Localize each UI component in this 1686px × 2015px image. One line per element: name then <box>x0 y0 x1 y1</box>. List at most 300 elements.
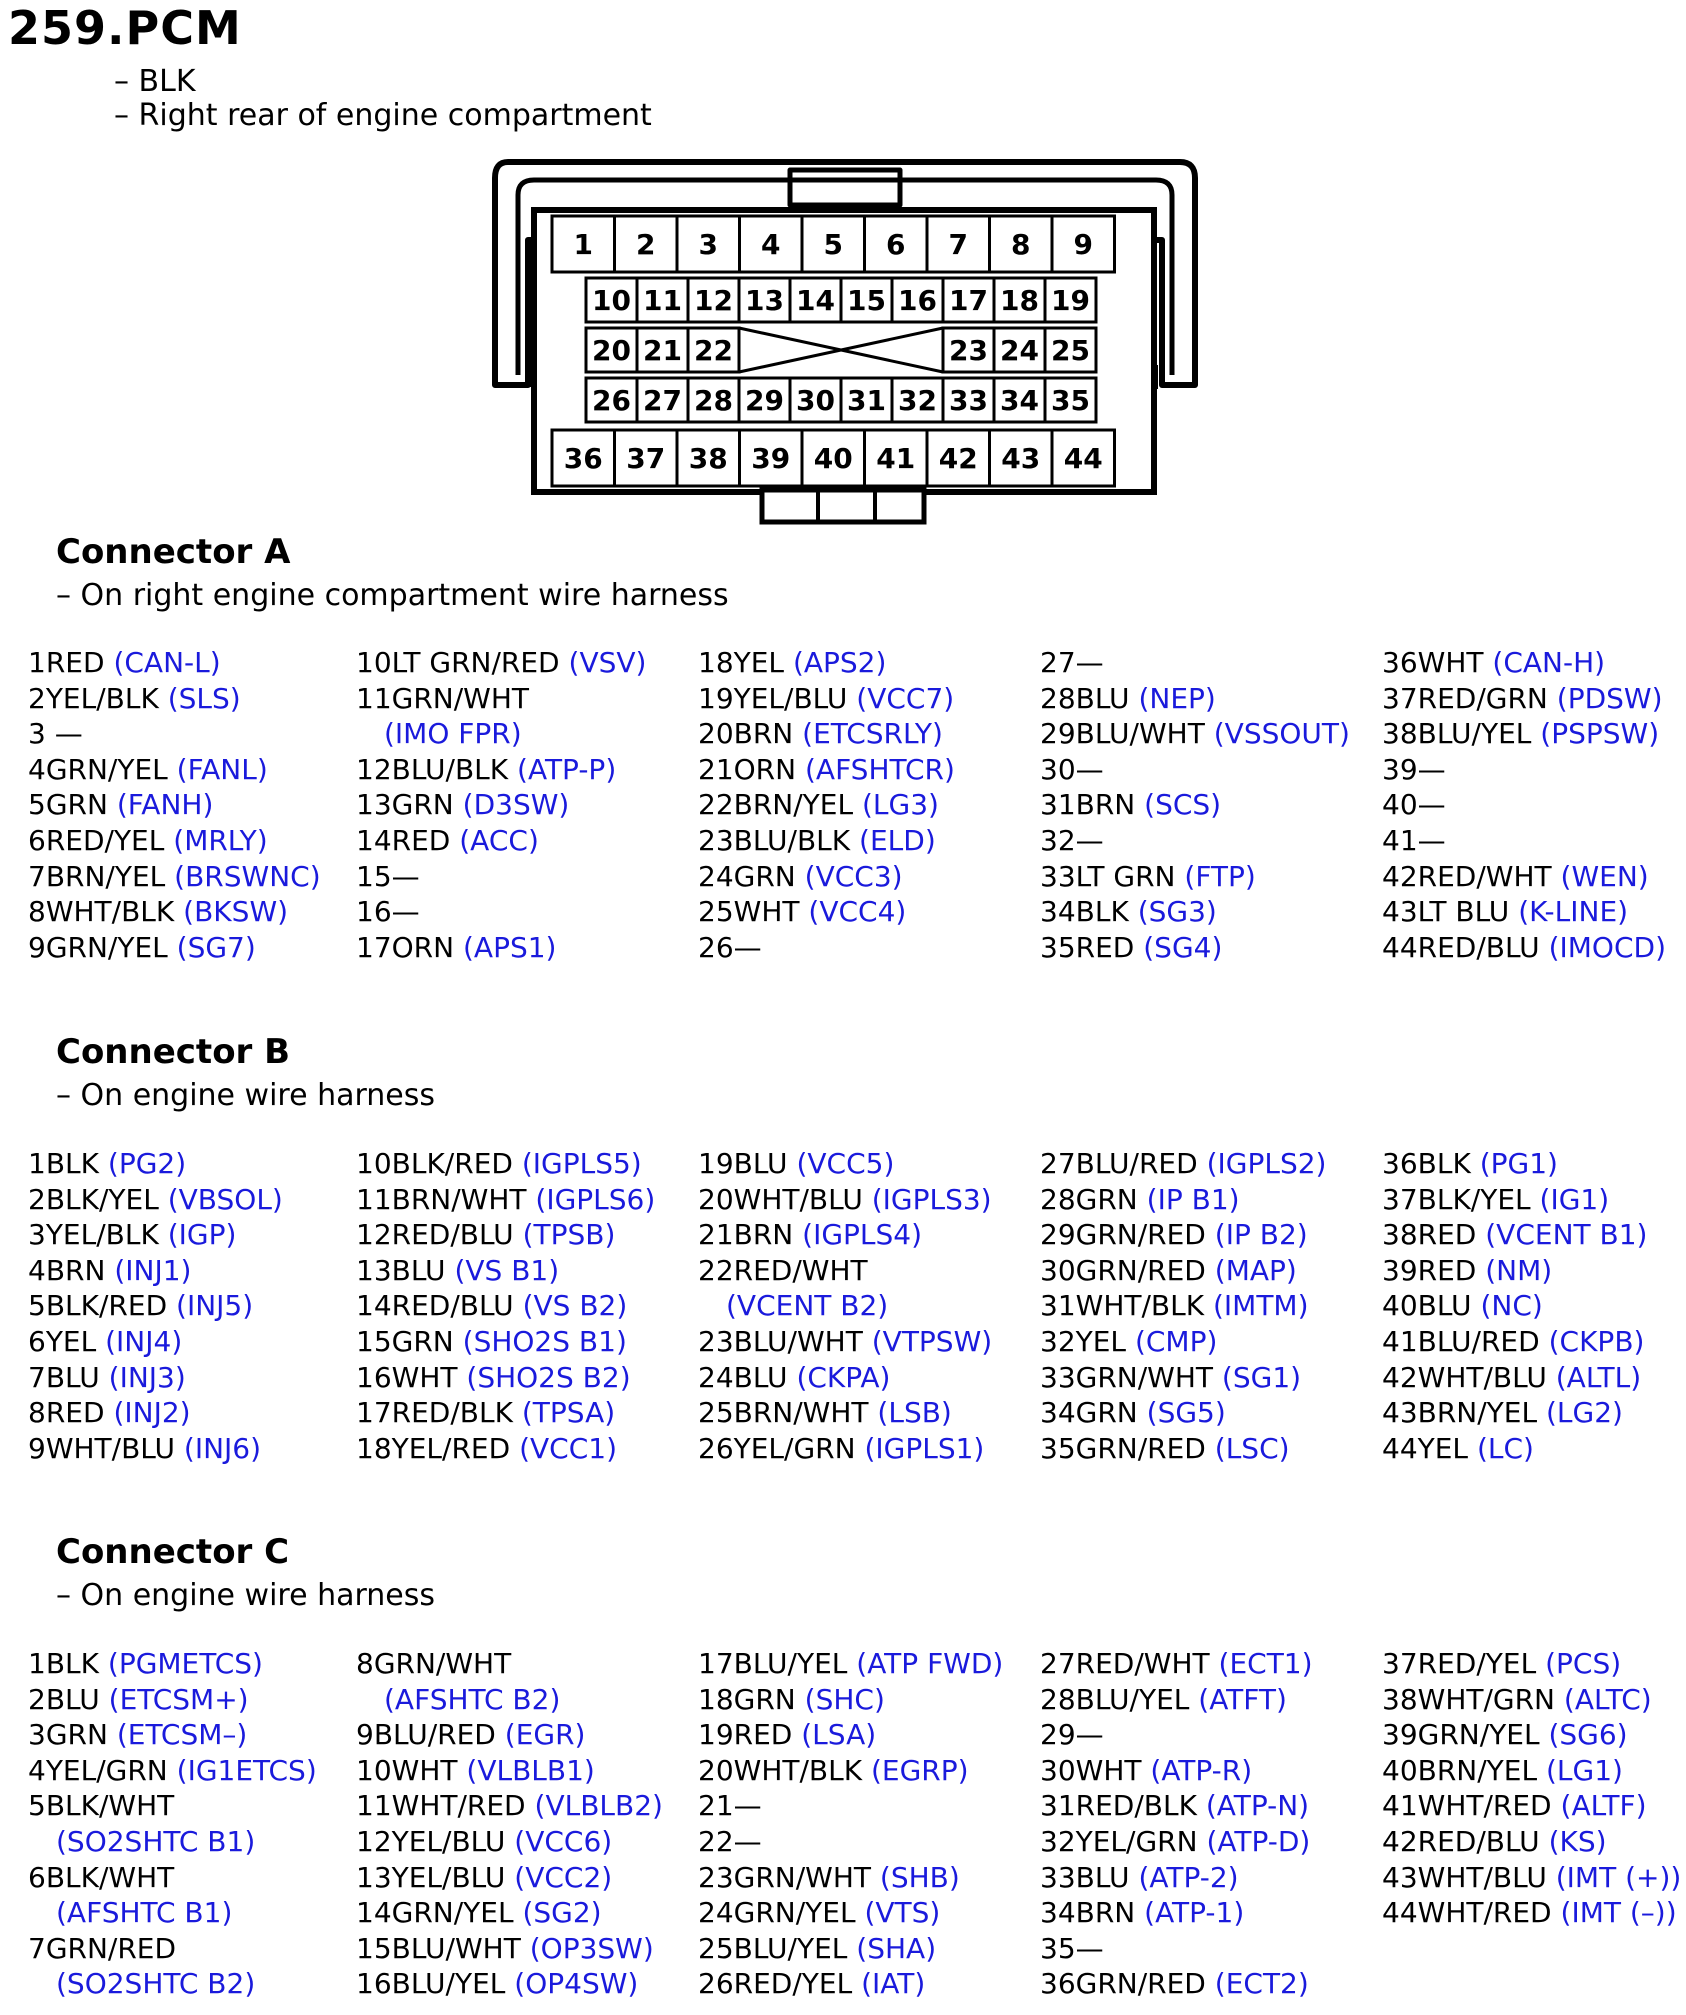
pin-wire-color: 11WHT/RED <box>356 1789 526 1823</box>
pin-row <box>1040 860 1256 894</box>
pin-row <box>1040 1932 1104 1966</box>
pin-wire-color: 39GRN/YEL <box>1382 1718 1540 1752</box>
pin-signal-name: (IG1ETCS) <box>176 1753 317 1787</box>
pin-signal-name: (ALTL) <box>1555 1360 1642 1394</box>
pin-number: 9 <box>1073 228 1093 261</box>
pin-number: 38 <box>688 442 728 475</box>
pin-signal-name: (VCENT B1) <box>1485 1218 1648 1252</box>
pin-row <box>698 1932 936 1966</box>
pin-row <box>1382 1254 1552 1288</box>
pin-wire-color: 34BRN <box>1040 1896 1136 1930</box>
pin-row <box>698 753 955 787</box>
pin-row <box>1040 1896 1244 1930</box>
pin-signal-name: (IMO FPR) <box>384 717 522 751</box>
pin-wire-color: 44YEL <box>1382 1431 1469 1465</box>
pin-wire-color: 27RED/WHT <box>1040 1647 1210 1680</box>
pin-wire-color: 24BLU <box>698 1360 788 1394</box>
pin-wire-color: 8GRN/WHT <box>356 1647 512 1680</box>
pin-signal-name: (AFSHTC B1) <box>56 1896 233 1930</box>
pin-wire-color: 30GRN/RED <box>1040 1253 1206 1287</box>
pin-signal-name: (LSB) <box>877 1396 952 1430</box>
pin-signal-name: (FTP) <box>1184 859 1256 893</box>
pin-wire-color: 20WHT/BLK <box>698 1753 863 1787</box>
pin-wire-color: 33GRN/WHT <box>1040 1360 1214 1394</box>
pin-signal-name: (SHO2S B1) <box>462 1325 627 1358</box>
pin-signal-name: (SG3) <box>1137 895 1217 929</box>
pin-signal-name: (APS1) <box>462 930 557 964</box>
pin-signal-name: (ALTC) <box>1563 1682 1652 1716</box>
pin-number: 21 <box>643 334 682 367</box>
pin-row <box>698 1289 888 1323</box>
pin-row <box>698 1967 925 2001</box>
pin-number: 43 <box>1001 442 1041 475</box>
pin-row <box>698 1825 762 1859</box>
pin-signal-name: (VTPSW) <box>871 1325 993 1358</box>
pin-wire-color: 43WHT/BLU <box>1382 1860 1547 1894</box>
pin-row <box>1382 717 1659 751</box>
pin-signal-name: (LG2) <box>1545 1396 1623 1430</box>
pin-wire-color: 17ORN <box>356 930 455 964</box>
pin-signal-name: (NC) <box>1480 1289 1543 1323</box>
pin-signal-name: (K-LINE) <box>1518 895 1629 929</box>
pin-row <box>356 1254 559 1288</box>
pin-wire-color: 22RED/WHT <box>698 1253 868 1287</box>
pin-signal-name: (EGRP) <box>870 1753 969 1787</box>
pin-wire-color: 31RED/BLK <box>1040 1789 1197 1823</box>
pin-signal-name: (AFSHTCR) <box>804 752 955 786</box>
pin-row <box>28 1325 182 1359</box>
pin-row <box>28 1861 174 1895</box>
pin-wire-color: 34GRN <box>1040 1396 1138 1430</box>
pin-signal-name: (WEN) <box>1560 859 1649 893</box>
pin-signal-name: (APS2) <box>792 646 887 679</box>
pin-wire-color: 40BRN/YEL <box>1382 1753 1538 1787</box>
pin-row <box>698 1754 969 1788</box>
pin-number: 3 <box>698 228 718 261</box>
pin-row <box>28 895 288 929</box>
pin-wire-color: 41BLU/RED <box>1382 1325 1540 1358</box>
pin-row <box>356 1967 638 2001</box>
pin-signal-name: (SG2) <box>522 1896 602 1930</box>
pin-wire-color: 16— <box>356 895 420 929</box>
pin-wire-color: 13BLU <box>356 1253 446 1287</box>
pin-signal-name: (SG6) <box>1548 1718 1628 1752</box>
pin-signal-name: (NEP) <box>1138 681 1216 715</box>
pin-number: 15 <box>847 284 886 317</box>
pin-wire-color: 28BLU <box>1040 681 1130 715</box>
pin-row <box>356 1289 627 1323</box>
pin-row <box>1382 753 1446 787</box>
pin-number: 37 <box>626 442 666 475</box>
pin-signal-name: (IP B1) <box>1146 1182 1240 1216</box>
pin-signal-name: (CKPA) <box>796 1360 891 1394</box>
pin-wire-color: 32YEL <box>1040 1325 1127 1358</box>
pin-signal-name: (ATP-1) <box>1144 1896 1245 1930</box>
pin-row <box>1382 931 1666 965</box>
pin-wire-color: 12BLU/BLK <box>356 752 509 786</box>
pin-signal-name: (VS B1) <box>454 1253 560 1287</box>
pin-signal-name: (IAT) <box>861 1967 926 2001</box>
pin-row <box>28 682 241 716</box>
pin-wire-color: 18YEL/RED <box>356 1431 511 1465</box>
pin-number: 8 <box>1011 228 1031 261</box>
pin-wire-color: 6YEL <box>28 1325 97 1358</box>
pin-wire-color: 21BRN <box>698 1218 794 1252</box>
pin-row <box>1040 1183 1240 1217</box>
pin-wire-color: 3GRN <box>28 1718 108 1752</box>
pin-wire-color: 39RED <box>1382 1253 1477 1287</box>
pin-wire-color: 7BLU <box>28 1360 100 1394</box>
pin-signal-name: (SHB) <box>879 1860 960 1894</box>
pin-wire-color: 43LT BLU <box>1382 895 1510 929</box>
pin-row <box>1382 1183 1609 1217</box>
pin-signal-name: (BRSWNC) <box>174 859 321 893</box>
pin-row <box>698 860 903 894</box>
pin-wire-color: 19RED <box>698 1718 793 1752</box>
pin-wire-color: 29— <box>1040 1718 1104 1752</box>
pin-signal-name: (ATP-R) <box>1150 1753 1253 1787</box>
pin-signal-name: (PCS) <box>1545 1647 1622 1680</box>
pin-wire-color: 24GRN/YEL <box>698 1896 856 1930</box>
pin-signal-name: (TPSA) <box>521 1396 616 1430</box>
pin-wire-color: 18YEL <box>698 646 785 679</box>
pin-wire-color: 36BLK <box>1382 1147 1471 1180</box>
pin-signal-name: (VS B2) <box>522 1289 628 1323</box>
pin-row <box>1382 1789 1647 1823</box>
pin-number: 35 <box>1051 384 1090 417</box>
pin-signal-name: (VCC2) <box>514 1860 613 1894</box>
pin-number: 14 <box>796 284 835 317</box>
pin-row <box>1040 1218 1308 1252</box>
pin-signal-name: (LSA) <box>801 1718 877 1752</box>
pin-wire-color: 7GRN/RED <box>28 1931 177 1965</box>
pin-wire-color: 40— <box>1382 788 1446 822</box>
pin-wire-color: 22BRN/YEL <box>698 788 854 822</box>
pin-signal-name: (IGPLS4) <box>802 1218 923 1252</box>
pin-row <box>698 1789 762 1823</box>
pin-row <box>28 1432 261 1466</box>
pin-row <box>28 646 221 680</box>
pin-row <box>1382 788 1446 822</box>
pin-row <box>28 860 321 894</box>
pin-wire-color: 34BLK <box>1040 895 1129 929</box>
pin-signal-name: (SCS) <box>1144 788 1222 822</box>
pin-signal-name: (EGR) <box>504 1718 586 1752</box>
pin-number: 17 <box>949 284 988 317</box>
pin-row <box>1040 1289 1309 1323</box>
pin-wire-color: 13YEL/BLU <box>356 1860 506 1894</box>
pin-row <box>1382 1825 1607 1859</box>
pin-row <box>1382 1218 1647 1252</box>
pin-row <box>356 1825 612 1859</box>
pin-wire-color: 8WHT/BLK <box>28 895 175 929</box>
pin-wire-color: 4BRN <box>28 1253 106 1287</box>
pin-signal-name: (VCC5) <box>796 1147 895 1180</box>
pin-row <box>1040 717 1350 751</box>
pin-row <box>1040 1825 1310 1859</box>
pin-row <box>698 1396 952 1430</box>
pin-number: 4 <box>761 228 781 261</box>
pin-signal-name: (INJ5) <box>176 1289 254 1323</box>
pin-signal-name: (ATP-2) <box>1138 1860 1239 1894</box>
pin-signal-name: (SHC) <box>804 1682 885 1716</box>
pin-number: 32 <box>898 384 937 417</box>
pin-wire-color: 17RED/BLK <box>356 1396 513 1430</box>
pin-signal-name: (FANL) <box>176 752 268 786</box>
pin-row <box>1040 1147 1326 1181</box>
pin-signal-name: (PG1) <box>1479 1147 1558 1180</box>
pin-row <box>28 717 83 751</box>
pin-signal-name: (LSC) <box>1214 1431 1290 1465</box>
pin-wire-color: 9BLU/RED <box>356 1718 496 1752</box>
pin-row <box>356 646 646 680</box>
pin-signal-name: (TPSB) <box>522 1218 616 1252</box>
pin-signal-name: (ACC) <box>459 824 539 857</box>
pin-row <box>356 1183 655 1217</box>
pin-wire-color: 28BLU/YEL <box>1040 1682 1190 1716</box>
pin-signal-name: (SG1) <box>1221 1360 1302 1394</box>
pin-row <box>1040 1789 1309 1823</box>
pin-wire-color: 10BLK/RED <box>356 1147 513 1180</box>
pin-signal-name: (VCC4) <box>808 895 907 929</box>
pin-signal-name: (INJ4) <box>105 1325 183 1358</box>
pin-signal-name: (ATP-D) <box>1206 1825 1311 1858</box>
pin-number: 7 <box>948 228 968 261</box>
pin-wire-color: 26— <box>698 930 762 964</box>
pin-wire-color: 27— <box>1040 646 1104 679</box>
pin-wire-color: 8RED <box>28 1396 105 1430</box>
pin-row <box>1382 646 1605 680</box>
pin-row <box>28 1218 236 1252</box>
pin-row <box>356 1683 560 1717</box>
pin-wire-color: 43BRN/YEL <box>1382 1396 1538 1430</box>
pin-number: 13 <box>745 284 784 317</box>
pin-signal-name: (IGPLS1) <box>864 1431 985 1465</box>
pin-wire-color: 7BRN/YEL <box>28 859 166 893</box>
pin-signal-name: (MAP) <box>1214 1253 1297 1287</box>
connector-c-title: Connector C <box>56 1532 290 1572</box>
pin-wire-color: 14RED/BLU <box>356 1289 514 1323</box>
pin-wire-color: 30WHT <box>1040 1753 1142 1787</box>
pin-number: 16 <box>898 284 937 317</box>
pin-signal-name: (VSSOUT) <box>1213 717 1350 751</box>
pin-wire-color: 3YEL/BLK <box>28 1218 159 1252</box>
pin-row <box>356 1861 612 1895</box>
pin-row <box>1382 1325 1644 1359</box>
pin-wire-color: 5BLK/RED <box>28 1289 168 1323</box>
pin-row <box>1040 1754 1252 1788</box>
pin-signal-name: (LC) <box>1476 1431 1534 1465</box>
pin-signal-name: (LG1) <box>1545 1753 1623 1787</box>
pin-wire-color: 32— <box>1040 824 1104 857</box>
pin-wire-color: 42RED/WHT <box>1382 859 1552 893</box>
pin-row <box>1040 753 1104 787</box>
pin-row <box>356 1432 617 1466</box>
pin-row <box>698 788 939 822</box>
pin-number: 34 <box>1000 384 1039 417</box>
pin-signal-name: (IMOCD) <box>1548 930 1667 964</box>
pin-number: 6 <box>886 228 906 261</box>
pin-wire-color: 21— <box>698 1789 762 1823</box>
pin-row <box>1040 682 1216 716</box>
pin-row <box>1040 895 1217 929</box>
pin-wire-color: 25BLU/YEL <box>698 1931 848 1965</box>
pin-row <box>698 1861 960 1895</box>
pin-wire-color: 38WHT/GRN <box>1382 1682 1556 1716</box>
pin-row <box>28 1647 263 1681</box>
pin-signal-name: (CKPB) <box>1548 1325 1645 1358</box>
pin-row <box>698 931 762 965</box>
pin-wire-color: 29GRN/RED <box>1040 1218 1206 1252</box>
pin-wire-color: 23BLU/BLK <box>698 824 851 857</box>
pin-wire-color: 26YEL/GRN <box>698 1431 856 1465</box>
pin-signal-name: (SLS) <box>167 681 241 715</box>
pin-wire-color: 37BLK/YEL <box>1382 1182 1531 1216</box>
pin-row <box>28 1718 247 1752</box>
pin-row <box>356 1396 615 1430</box>
pin-signal-name: (ECT2) <box>1214 1967 1309 2001</box>
pin-number: 40 <box>813 442 853 475</box>
pin-signal-name: (D3SW) <box>462 788 570 822</box>
pin-wire-color: 35GRN/RED <box>1040 1431 1206 1465</box>
pin-signal-name: (ETCSRLY) <box>802 717 943 751</box>
pin-signal-name: (OP4SW) <box>514 1967 639 2001</box>
pin-signal-name: (PDSW) <box>1556 681 1663 715</box>
pin-row <box>356 1896 602 1930</box>
connector-color-note: – BLK <box>114 64 196 99</box>
pin-signal-name: (IGPLS5) <box>521 1147 642 1180</box>
pin-wire-color: 3 — <box>28 717 83 751</box>
pin-row <box>356 717 522 751</box>
pin-wire-color: 2BLU <box>28 1682 100 1716</box>
pin-wire-color: 42WHT/BLU <box>1382 1360 1547 1394</box>
pin-number: 42 <box>938 442 978 475</box>
pin-row <box>698 1683 885 1717</box>
pin-wire-color: 12YEL/BLU <box>356 1825 506 1858</box>
pin-row <box>356 1932 654 1966</box>
pin-signal-name: (SHA) <box>856 1931 937 1965</box>
pin-row <box>698 1183 992 1217</box>
pin-row <box>698 824 936 858</box>
pin-wire-color: 29BLU/WHT <box>1040 717 1205 751</box>
pin-row <box>28 1396 191 1430</box>
pin-number: 29 <box>745 384 784 417</box>
pin-signal-name: (INJ3) <box>108 1360 186 1394</box>
pin-row <box>356 682 529 716</box>
pin-row <box>1382 1147 1558 1181</box>
pin-wire-color: 11GRN/WHT <box>356 681 530 715</box>
pin-wire-color: 33BLU <box>1040 1860 1130 1894</box>
pin-row <box>356 895 420 929</box>
pin-wire-color: 19YEL/BLU <box>698 681 848 715</box>
pin-wire-color: 44WHT/RED <box>1382 1896 1552 1930</box>
pin-row <box>1040 1432 1290 1466</box>
pin-wire-color: 38BLU/YEL <box>1382 717 1532 751</box>
pin-row <box>1382 1896 1677 1930</box>
pin-row <box>698 1361 890 1395</box>
pin-signal-name: (CAN-L) <box>113 646 221 679</box>
pin-wire-color: 35— <box>1040 1931 1104 1965</box>
pin-signal-name: (IGPLS6) <box>535 1182 656 1216</box>
pin-wire-color: 17BLU/YEL <box>698 1647 848 1680</box>
pin-signal-name: (ECT1) <box>1218 1647 1313 1680</box>
pin-wire-color: 10LT GRN/RED <box>356 646 560 679</box>
pin-row <box>1040 1361 1301 1395</box>
pin-row <box>28 1754 317 1788</box>
pin-row <box>356 1647 511 1681</box>
page-title: 259.PCM <box>8 1 242 55</box>
pin-wire-color: 19BLU <box>698 1147 788 1180</box>
pin-wire-color: 20WHT/BLU <box>698 1182 863 1216</box>
pin-wire-color: 42RED/BLU <box>1382 1825 1540 1858</box>
connector-c-location: – On engine wire harness <box>56 1578 436 1613</box>
pin-wire-color: 20BRN <box>698 717 794 751</box>
pin-row <box>356 1218 615 1252</box>
pin-wire-color: 31WHT/BLK <box>1040 1289 1205 1323</box>
pin-row <box>698 1325 992 1359</box>
pin-wire-color: 21ORN <box>698 752 797 786</box>
pin-row <box>698 1896 940 1930</box>
pin-signal-name: (IGPLS2) <box>1206 1147 1327 1180</box>
pin-cavity-grid <box>534 210 1154 522</box>
pin-number: 33 <box>949 384 988 417</box>
pin-row <box>698 1432 984 1466</box>
pin-signal-name: (OP3SW) <box>529 1931 654 1965</box>
connector-b-location: – On engine wire harness <box>56 1078 436 1113</box>
pin-wire-color: 1BLK <box>28 1147 99 1180</box>
pin-signal-name: (IP B2) <box>1214 1218 1308 1252</box>
pin-wire-color: 25BRN/WHT <box>698 1396 869 1430</box>
pin-wire-color: 1BLK <box>28 1647 99 1680</box>
pin-wire-color: 24GRN <box>698 859 796 893</box>
pin-row <box>1040 824 1104 858</box>
pin-signal-name: (ETCSM+) <box>108 1682 249 1716</box>
pin-row <box>1040 1683 1287 1717</box>
pin-number: 23 <box>949 334 988 367</box>
pin-wire-color: 14RED <box>356 824 451 857</box>
pin-wire-color: 25WHT <box>698 895 800 929</box>
pin-row <box>356 1325 627 1359</box>
pin-wire-color: 1RED <box>28 646 105 679</box>
pin-wire-color: 32YEL/GRN <box>1040 1825 1198 1858</box>
pin-row <box>1382 1396 1623 1430</box>
pin-row <box>28 1789 174 1823</box>
pin-number: 22 <box>694 334 733 367</box>
pin-signal-name: (ATP FWD) <box>856 1647 1004 1680</box>
pin-number: 26 <box>592 384 631 417</box>
pin-signal-name: (FANH) <box>116 788 214 822</box>
pin-row <box>28 1683 249 1717</box>
pin-number: 19 <box>1051 284 1090 317</box>
pin-wire-color: 15BLU/WHT <box>356 1931 521 1965</box>
pin-wire-color: 15— <box>356 859 420 893</box>
pin-wire-color: 4GRN/YEL <box>28 752 168 786</box>
pin-row <box>1040 1718 1104 1752</box>
pin-row <box>698 1718 876 1752</box>
pin-number: 11 <box>643 284 682 317</box>
pin-signal-name: (BKSW) <box>183 895 289 929</box>
pin-row <box>1040 1861 1239 1895</box>
pin-number: 20 <box>592 334 631 367</box>
pin-wire-color: 16BLU/YEL <box>356 1967 506 2001</box>
pin-wire-color: 10WHT <box>356 1753 458 1787</box>
pin-signal-name: (INJ1) <box>114 1253 192 1287</box>
pin-signal-name: (PSPSW) <box>1540 717 1660 751</box>
pin-signal-name: (KS) <box>1548 1825 1607 1858</box>
pin-row <box>28 753 268 787</box>
pin-wire-color: 38RED <box>1382 1218 1477 1252</box>
pin-row <box>28 1967 255 2001</box>
